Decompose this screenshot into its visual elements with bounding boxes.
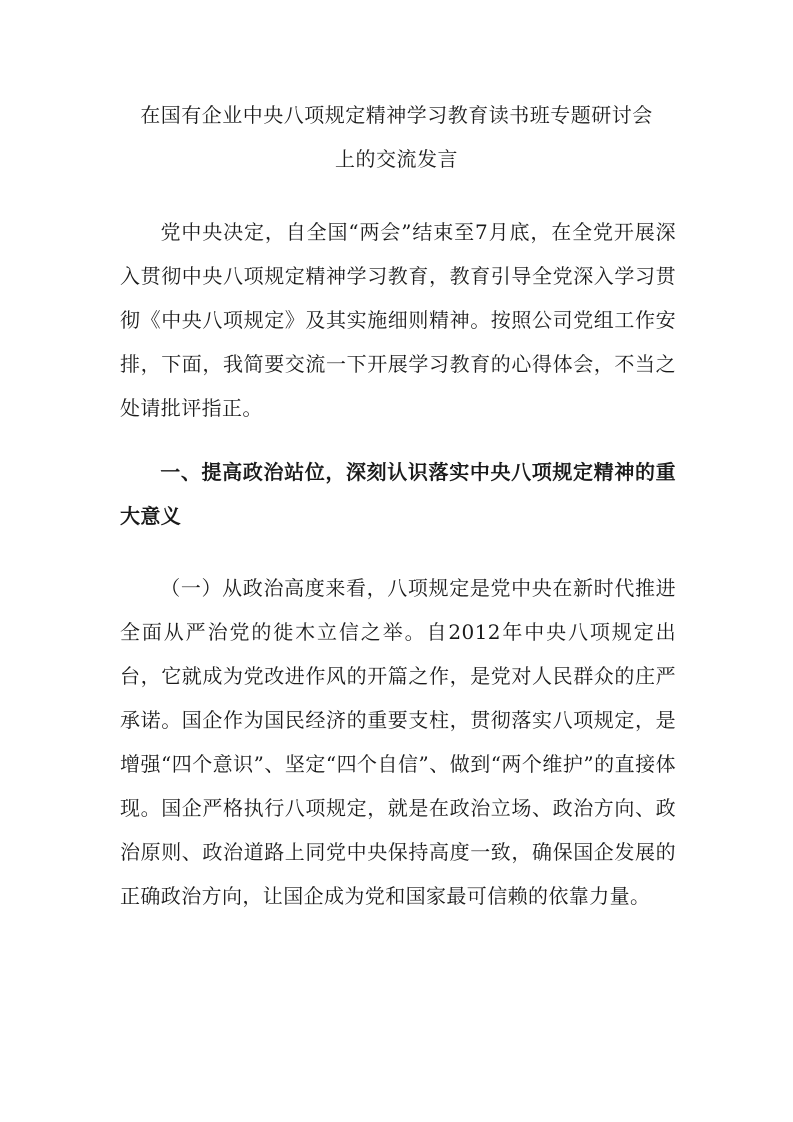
document-title-line-1: 在国有企业中央八项规定精神学习教育读书班专题研讨会 <box>140 103 653 127</box>
section-heading-1-text: 一、提高政治站位，深刻认识落实中央八项规定精神的重大意义 <box>120 460 676 528</box>
body-paragraph-1-text: （一）从政治高度来看，八项规定是党中央在新时代推进全面从严治党的徙木立信之举。自2012年中央八项规定出台，它就成为党改进作风的开篇之作，是党对人民群众的庄严承诺。国企作为国民经济的重要支柱，贯彻落实八项规定，是增强“四个意识”、坚定“四个自信”、做到“两个维护”的直接体现。国企严格执行八项规定，就是在政治立场、政治方向、政治原则、政治道路上同党中央保持高度一致，确保国企发展的正确政治方向，让国企成为党和国家最可信赖的依靠力量。 <box>120 576 676 908</box>
intro-paragraph-text: 党中央决定，自全国“两会”结束至7月底，在全党开展深入贯彻中央八项规定精神学习教育，教育引导全党深入学习贯彻《中央八项规定》及其实施细则精神。按照公司党组工作安排，下面，我简要交流一下开展学习教育的心得体会，不当之处请批评指正。 <box>120 220 676 420</box>
document-title-line-2: 上的交流发言 <box>335 147 458 171</box>
section-heading-1 <box>120 450 676 538</box>
intro-paragraph <box>120 210 676 430</box>
body-paragraph-1 <box>120 566 676 918</box>
